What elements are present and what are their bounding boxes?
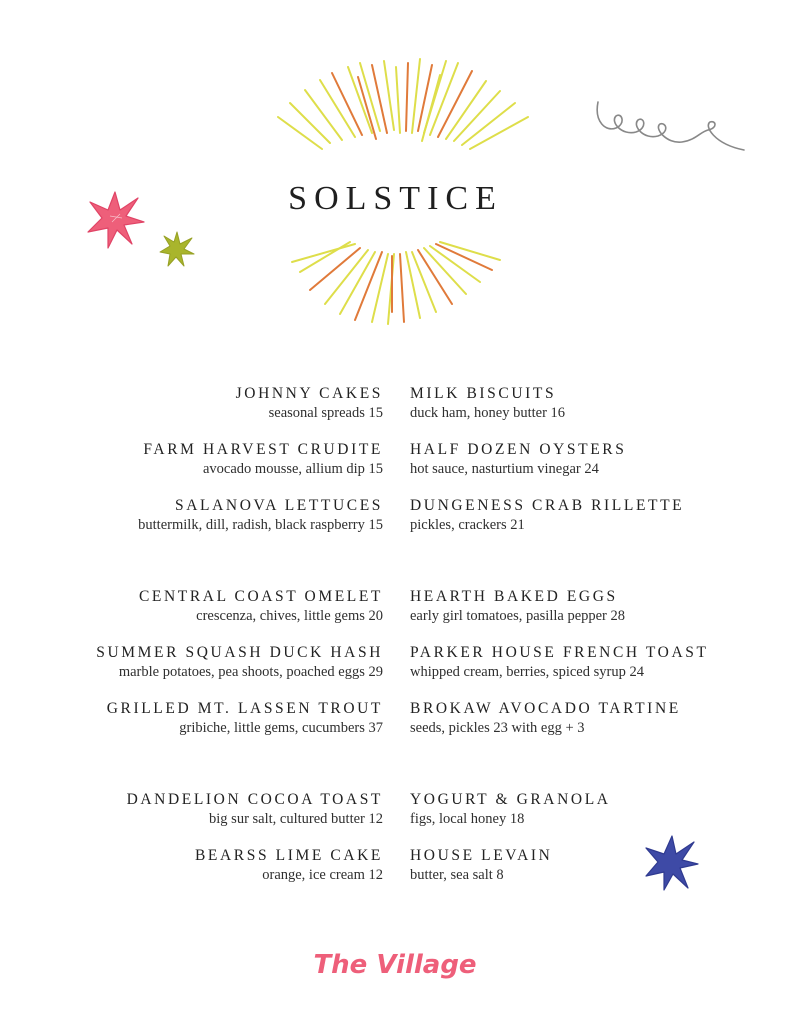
item-name: BEARSS LIME CAKE bbox=[194, 847, 383, 864]
item-name: CENTRAL COAST OMELET bbox=[138, 588, 383, 605]
menu-item bbox=[410, 587, 709, 643]
item-description: buttermilk, dill, radish, black raspberry 15 bbox=[138, 517, 383, 533]
item-description: duck ham, honey butter 16 bbox=[410, 405, 566, 421]
item-name: DUNGENESS CRAB RILLETTE bbox=[410, 497, 685, 514]
item-name: SUMMER SQUASH DUCK HASH bbox=[96, 644, 383, 661]
item-name: MILK BISCUITS bbox=[410, 385, 557, 402]
item-description: orange, ice cream 12 bbox=[262, 867, 383, 883]
item-description: figs, local honey 18 bbox=[410, 811, 525, 827]
item-description: pickles, crackers 21 bbox=[410, 517, 525, 533]
left-column bbox=[138, 384, 383, 552]
item-description: crescenza, chives, little gems 20 bbox=[196, 608, 383, 624]
olive-star-icon bbox=[158, 230, 196, 268]
menu-title: SOLSTICE bbox=[288, 180, 503, 217]
item-name: SALANOVA LETTUCES bbox=[175, 497, 383, 514]
menu-item bbox=[410, 699, 709, 755]
left-column bbox=[127, 790, 383, 902]
menu-item bbox=[410, 384, 684, 440]
menu-item bbox=[127, 790, 383, 846]
menu-item bbox=[96, 699, 383, 755]
menu-item bbox=[96, 587, 383, 643]
logo-text: The Village bbox=[313, 950, 477, 980]
blue-star-icon bbox=[642, 834, 700, 892]
item-description: seeds, pickles 23 with egg + 3 bbox=[410, 720, 585, 736]
sunburst-bottom-icon bbox=[280, 232, 510, 327]
right-column bbox=[410, 384, 684, 552]
item-name: DANDELION COCOA TOAST bbox=[126, 791, 383, 808]
item-name: HALF DOZEN OYSTERS bbox=[410, 441, 627, 458]
menu-item bbox=[96, 643, 383, 699]
item-name: GRILLED MT. LASSEN TROUT bbox=[106, 700, 383, 717]
menu-item bbox=[410, 846, 611, 902]
the-village-logo bbox=[0, 945, 791, 985]
menu-item bbox=[410, 790, 611, 846]
item-description: whipped cream, berries, spiced syrup 24 bbox=[410, 664, 644, 680]
item-description: gribiche, little gems, cucumbers 37 bbox=[179, 720, 383, 736]
item-description: avocado mousse, allium dip 15 bbox=[202, 461, 383, 477]
menu-item bbox=[138, 384, 383, 440]
menu-item bbox=[410, 440, 684, 496]
item-name: FARM HARVEST CRUDITE bbox=[143, 441, 383, 458]
menu-item bbox=[410, 643, 709, 699]
right-column bbox=[410, 790, 611, 902]
right-column bbox=[410, 587, 709, 755]
item-description: hot sauce, nasturtium vinegar 24 bbox=[410, 461, 599, 477]
menu-item bbox=[138, 440, 383, 496]
item-name: HEARTH BAKED EGGS bbox=[410, 588, 618, 605]
item-name: HOUSE LEVAIN bbox=[410, 847, 553, 864]
item-name: PARKER HOUSE FRENCH TOAST bbox=[410, 644, 709, 661]
item-description: early girl tomatoes, pasilla pepper 28 bbox=[410, 608, 626, 624]
item-description: big sur salt, cultured butter 12 bbox=[209, 811, 383, 827]
item-name: JOHNNY CAKES bbox=[235, 385, 383, 402]
menu-item bbox=[138, 496, 383, 552]
item-name: BROKAW AVOCADO TARTINE bbox=[410, 700, 681, 717]
left-column bbox=[96, 587, 383, 755]
squiggle-icon bbox=[592, 92, 752, 162]
item-description: butter, sea salt 8 bbox=[410, 867, 504, 883]
item-description: marble potatoes, pea shoots, poached eggs 29 bbox=[118, 664, 383, 680]
menu-item bbox=[410, 496, 684, 552]
sunburst-top-icon bbox=[260, 55, 540, 175]
item-description: seasonal spreads 15 bbox=[268, 405, 383, 421]
item-name: YOGURT & GRANOLA bbox=[410, 791, 611, 808]
menu-item bbox=[127, 846, 383, 902]
